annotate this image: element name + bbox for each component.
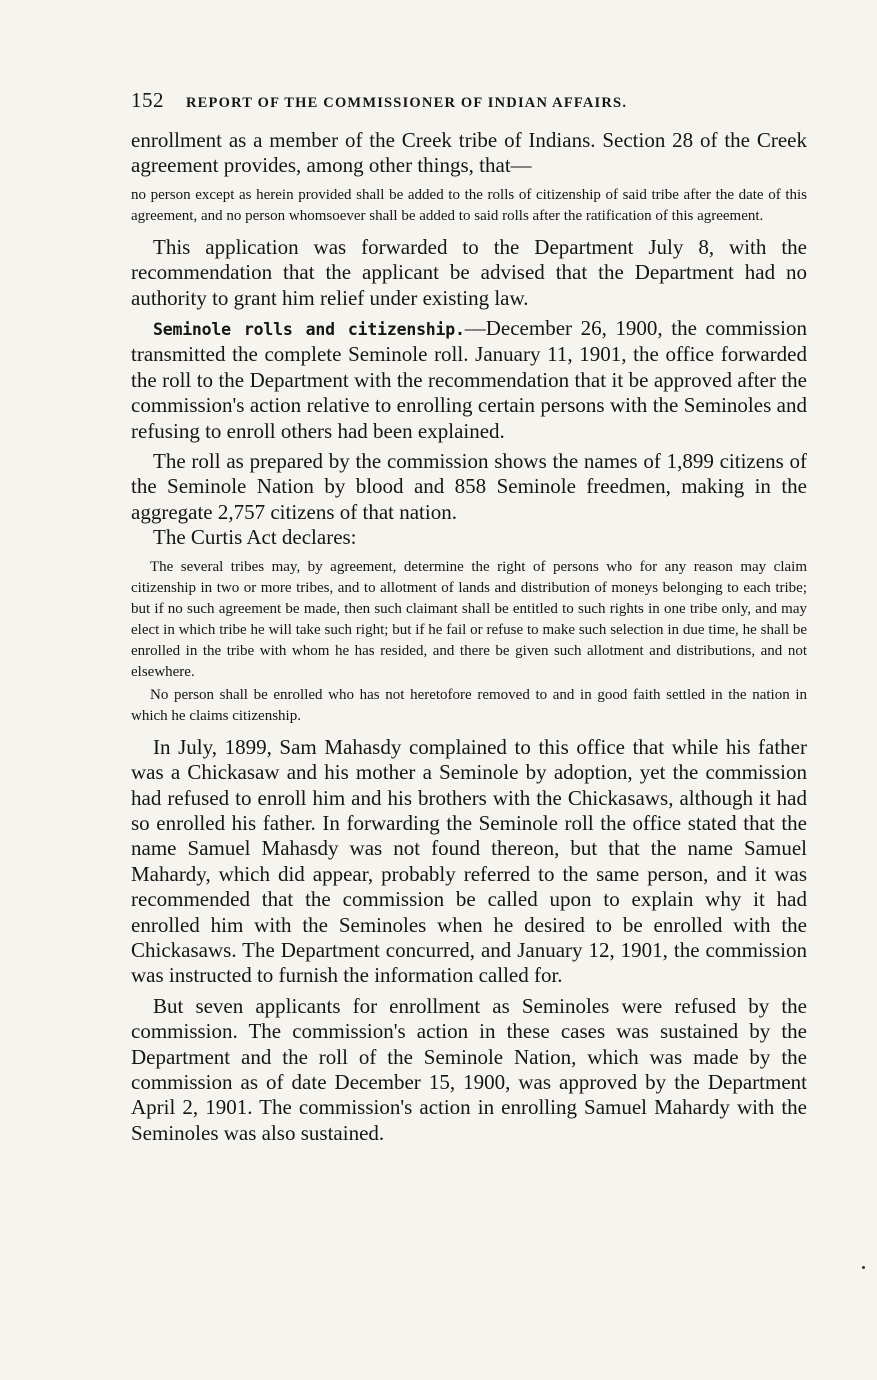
- page-number: 152: [131, 88, 164, 112]
- section-text: —December 26, 1900, the commission transmitted the complete Seminole roll. January 11, 1901, the office forwarded the roll to the Department with the recommendation that it be approved after the commission's action relative to enrolling certain persons with the Seminoles and refusing to enroll others had been explained.: [131, 316, 808, 443]
- page-header: [131, 88, 807, 118]
- paragraph-roll-counts: The roll as prepared by the commission shows the names of 1,899 citizens of the Seminole Nation by blood and 858 Seminole freedmen, making in the aggregate 2,757 citizens of that nation.: [131, 449, 807, 524]
- quote-creek-text: no person except as herein provided shall be added to the rolls of citizenship of said tribe after the date of this agreement, and no person whomsoever shall be added to said rolls after the ratification of this agreement.: [131, 186, 807, 224]
- running-title: REPORT OF THE COMMISSIONER OF INDIAN AFFAIRS.: [186, 95, 628, 111]
- paragraph-seminole-rolls: [131, 316, 807, 444]
- quote-curtis-text-1: The several tribes may, by agreement, determine the right of persons who for any reason may claim citizenship in two or more tribes, and to allotment of lands and distribution of moneys belonging to each tribe; but if no such agreement be made, then such claimant shall be entitled to such rights in one tribe only, and may elect in which tribe he will take such right; but if he fail or refuse to make such selection in due time, he shall be enrolled in the tribe with whom he has resided, and there be given such allotment and distributions, and not elsewhere.: [131, 558, 807, 680]
- paragraph-sam-mahasdy: In July, 1899, Sam Mahasdy complained to this office that while his father was a Chickasaw and his mother a Seminole by adoption, yet the commission had refused to enroll him and his brothers with the Chickasaws, although it had so enrolled his father. In forwarding the Seminole roll the office stated that the name Samuel Mahasdy was not found thereon, but that the name Samuel Mahardy, which did appear, probably referred to the same person, and it was recommended that the commission be called upon to explain why it had enrolled him with the Seminoles when he desired to be enrolled with the Chickasaws. The Department concurred, and January 12, 1901, the commission was instructed to furnish the information called for.: [131, 734, 807, 988]
- section-heading: Seminole rolls and citizenship.: [153, 320, 465, 340]
- paragraph-creek-enrollment: enrollment as a member of the Creek tribe of Indians. Section 28 of the Creek agreement provides, among other things, that—: [131, 128, 807, 178]
- scan-speck: [862, 1266, 865, 1269]
- quote-creek-agreement: [131, 185, 807, 227]
- quote-curtis-act: [131, 557, 807, 727]
- paragraph-application-forwarded: This application was forwarded to the Department July 8, with the recommendation that the applicant be advised that the Department had no authority to grant him relief under existing law.: [131, 234, 807, 310]
- paragraph-curtis-act: The Curtis Act declares:: [153, 525, 357, 550]
- quote-curtis-text-2: No person shall be enrolled who has not heretofore removed to and in good faith settled in the nation in which he claims citizenship.: [131, 686, 807, 724]
- document-page: [131, 88, 807, 1146]
- paragraph-seven-applicants: But seven applicants for enrollment as Seminoles were refused by the commission. The commission's action in these cases was sustained by the Department and the roll of the Seminole Nation, which was made by the commission as of date December 15, 1900, was approved by the Department April 2, 1901. The commission's action in enrolling Samuel Mahardy with the Seminoles was also sustained.: [131, 993, 807, 1145]
